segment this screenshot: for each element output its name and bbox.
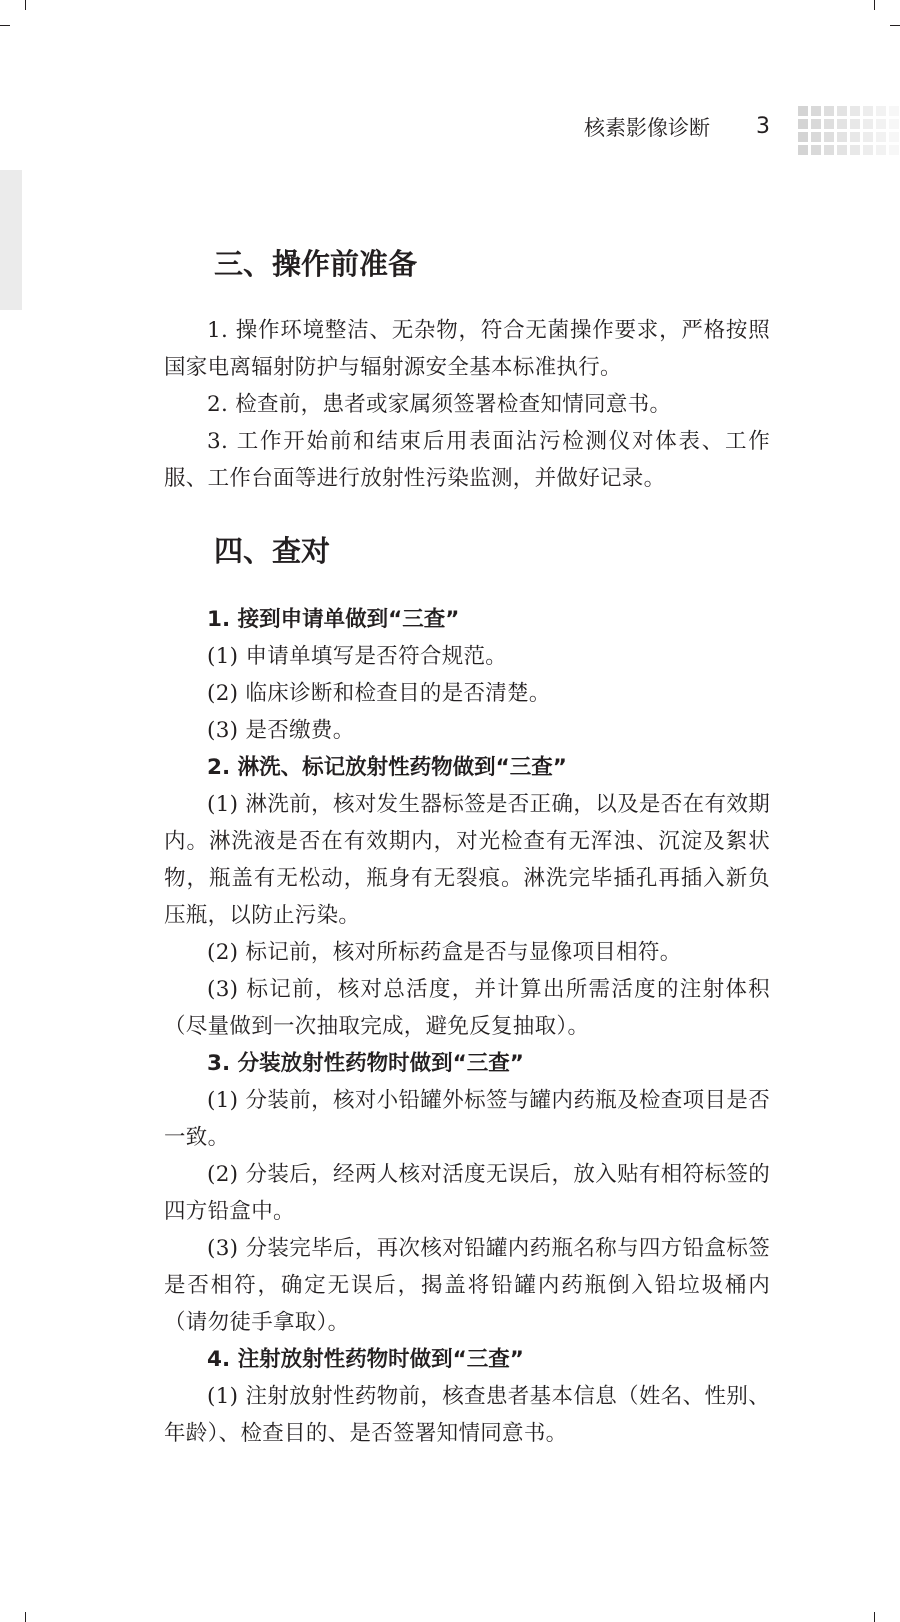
check-item-1-2: (2) 临床诊断和检查目的是否清楚。 [207, 681, 551, 706]
header-dot [863, 119, 873, 129]
check-item-3-1: (1) 分装前，核对小铅罐外标签与罐内药瓶及检查项目是否一致。 [164, 1088, 770, 1150]
header-dot [824, 132, 834, 142]
check-item-2-2: (2) 标记前，核对所标药盒是否与显像项目相符。 [207, 940, 682, 965]
header-dot [811, 119, 821, 129]
check-item-1-1: (1) 申请单填写是否符合规范。 [207, 644, 508, 669]
header-dot [811, 145, 821, 155]
header-dot [876, 132, 886, 142]
crop-mark-bottom-right-vertical [874, 1612, 875, 1622]
header-dot [798, 145, 808, 155]
header-dot [863, 132, 873, 142]
header-dot [837, 119, 847, 129]
header-dot [798, 119, 808, 129]
header-dot [850, 119, 860, 129]
check-item-3-2: (2) 分装后，经两人核对活度无误后，放入贴有相符标签的四方铅盒中。 [164, 1162, 770, 1224]
crop-mark-top-right-horizontal [890, 25, 900, 26]
header-dot [876, 106, 886, 116]
header-dot [889, 145, 899, 155]
header-dot [798, 106, 808, 116]
running-header-title: 核素影像诊断 [584, 116, 710, 140]
check-item-1-3: (3) 是否缴费。 [207, 718, 355, 743]
header-dot [889, 119, 899, 129]
header-dot [889, 106, 899, 116]
header-dot [824, 145, 834, 155]
header-dot [798, 132, 808, 142]
header-dot [837, 106, 847, 116]
header-dot [837, 145, 847, 155]
header-dot [863, 145, 873, 155]
prep-item-2: 2. 检查前，患者或家属须签署检查知情同意书。 [207, 392, 672, 417]
header-dot [824, 119, 834, 129]
check-group-title-2: 2. 淋洗、标记放射性药物做到“三查” [207, 755, 567, 780]
page-edge-tab [0, 170, 22, 310]
header-dot [850, 132, 860, 142]
prep-item-3: 3. 工作开始前和结束后用表面沾污检测仪对体表、工作服、工作台面等进行放射性污染监测，并做好记录。 [164, 429, 770, 491]
header-dot [811, 132, 821, 142]
header-dot [850, 145, 860, 155]
section-heading-preparation: 三、操作前准备 [214, 247, 418, 281]
crop-mark-top-left-vertical [25, 0, 26, 10]
page-body [164, 244, 770, 1452]
header-dot [876, 145, 886, 155]
header-dot [850, 106, 860, 116]
page-number: 3 [756, 114, 770, 139]
prep-item-1: 1. 操作环境整洁、无杂物，符合无菌操作要求，严格按照国家电离辐射防护与辐射源安全基本标准执行。 [164, 318, 770, 380]
check-item-4-1: (1) 注射放射性药物前，核查患者基本信息（姓名、性别、年龄）、检查目的、是否签署知情同意书。 [164, 1384, 770, 1446]
check-group-title-3: 3. 分装放射性药物时做到“三查” [207, 1051, 524, 1076]
header-dot [824, 106, 834, 116]
header-dot [863, 106, 873, 116]
check-group-title-4: 4. 注射放射性药物时做到“三查” [207, 1347, 524, 1372]
section-heading-verification: 四、查对 [214, 534, 331, 568]
check-item-2-1: (1) 淋洗前，核对发生器标签是否正确，以及是否在有效期内。淋洗液是否在有效期内，对光检查有无浑浊、沉淀及絮状物，瓶盖有无松动，瓶身有无裂痕。淋洗完毕插孔再插入新负压瓶，以防止污染。 [164, 792, 770, 928]
header-dot [811, 106, 821, 116]
crop-mark-top-right-vertical [874, 0, 875, 10]
check-item-2-3: (3) 标记前，核对总活度，并计算出所需活度的注射体积（尽量做到一次抽取完成，避免反复抽取）。 [164, 977, 770, 1039]
header-dot [876, 119, 886, 129]
header-dot-pattern [798, 106, 899, 155]
header-dot [837, 132, 847, 142]
header-dot [889, 132, 899, 142]
check-group-title-1: 1. 接到申请单做到“三查” [207, 607, 460, 632]
crop-mark-bottom-left-vertical [25, 1612, 26, 1622]
crop-mark-top-left-horizontal [0, 25, 10, 26]
check-item-3-3: (3) 分装完毕后，再次核对铅罐内药瓶名称与四方铅盒标签是否相符，确定无误后，揭盖将铅罐内药瓶倒入铅垃圾桶内（请勿徒手拿取）。 [164, 1236, 770, 1335]
